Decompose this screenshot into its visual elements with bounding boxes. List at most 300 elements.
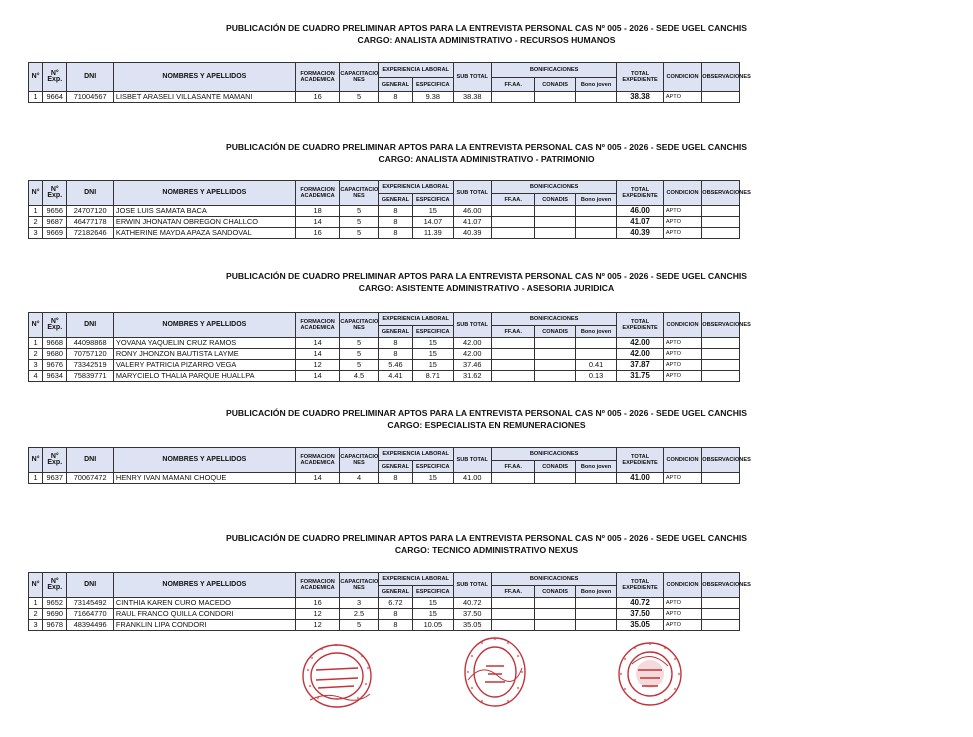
section-nexus [0,532,973,556]
formacion-score: 18 [295,206,339,217]
condicion: APTO [663,620,701,631]
subtotal: 35.05 [453,620,491,631]
total-score: 42.00 [617,349,664,360]
col-header-experiencia: EXPERIENCIA LABORAL [378,448,453,461]
section-title: PUBLICACIÓN DE CUADRO PRELIMINAR APTOS PARA LA ENTREVISTA PERSONAL CAS Nº 005 - 2026 - SEDE UGEL CANCHIS [225,533,748,543]
col-header-observaciones: OBSERVACIONES [702,313,739,338]
row-number: 2 [29,217,43,228]
conadis-bonus [535,206,575,217]
col-header-num: N° [29,448,43,473]
col-header-bonificaciones: BONIFICACIONES [491,63,616,78]
capacitacion-score: 5 [340,92,378,103]
dni: 73342519 [67,360,114,371]
specific-experience: 15 [413,349,453,360]
dni: 71664770 [67,609,114,620]
col-header-dni: DNI [67,448,114,473]
general-experience: 8 [378,206,412,217]
section-asesoria-juridica [0,270,973,294]
seal-stamp-icon [296,640,378,712]
full-name: RONY JHONZON BAUTISTA LAYME [113,349,295,360]
condicion: APTO [663,217,701,228]
bono-joven [575,228,616,239]
observaciones [702,620,739,631]
dni: 72182646 [67,228,114,239]
formacion-score: 14 [295,217,339,228]
ffaa-bonus [491,228,534,239]
col-header-bonificaciones: BONIFICACIONES [491,181,616,194]
total-score: 42.00 [617,338,664,349]
subtotal: 41.00 [453,473,491,484]
observaciones [702,228,739,239]
row-number: 3 [29,360,43,371]
conadis-bonus [535,620,575,631]
bono-joven [575,338,616,349]
row-number: 1 [29,92,43,103]
dni: 48394496 [67,620,114,631]
formacion-score: 16 [295,598,339,609]
section-patrimonio [0,141,973,165]
col-header-general: GENERAL [378,586,412,598]
col-header-experiencia: EXPERIENCIA LABORAL [378,573,453,586]
general-experience: 8 [378,92,412,103]
total-score: 38.38 [617,92,664,103]
conadis-bonus [535,349,575,360]
specific-experience: 14.07 [413,217,453,228]
condicion: APTO [663,206,701,217]
observaciones [702,473,739,484]
subtotal: 42.00 [453,338,491,349]
capacitacion-score: 3 [340,598,378,609]
ffaa-bonus [491,206,534,217]
exp-number: 9637 [43,473,67,484]
col-header-dni: DNI [67,63,114,92]
dni: 71004567 [67,92,114,103]
general-experience: 8 [378,228,412,239]
col-header-experiencia: EXPERIENCIA LABORAL [378,63,453,78]
col-header-general: GENERAL [378,461,412,473]
formacion-score: 14 [295,349,339,360]
table-row [29,217,946,228]
capacitacion-score: 5 [340,620,378,631]
table-row [29,620,946,631]
section-recursos-humanos [0,22,973,46]
seal-stamp-icon [458,632,532,712]
col-header-conadis: CONADIS [535,194,575,206]
specific-experience: 15 [413,360,453,371]
capacitacion-score: 4.5 [340,371,378,382]
table-row [29,473,946,484]
col-header-exp: N° Exp. [43,313,67,338]
table-row [29,609,946,620]
row-number: 2 [29,349,43,360]
conadis-bonus [535,338,575,349]
condicion: APTO [663,598,701,609]
dni: 70067472 [67,473,114,484]
specific-experience: 10.05 [413,620,453,631]
row-number: 3 [29,620,43,631]
col-header-condicion: CONDICION [663,448,701,473]
capacitacion-score: 5 [340,228,378,239]
col-header-ffaa: FF.AA. [491,326,534,338]
section-header [0,22,973,46]
section-cargo: CARGO: TECNICO ADMINISTRATIVO NEXUS [394,545,579,555]
dni: 75839771 [67,371,114,382]
full-name: ERWIN JHONATAN OBREGON CHALLCO [113,217,295,228]
section-title: PUBLICACIÓN DE CUADRO PRELIMINAR APTOS PARA LA ENTREVISTA PERSONAL CAS Nº 005 - 2026 - SEDE UGEL CANCHIS [225,271,748,281]
exp-number: 9669 [43,228,67,239]
col-header-exp: N° Exp. [43,63,67,92]
capacitacion-score: 5 [340,349,378,360]
col-header-bonificaciones: BONIFICACIONES [491,573,616,586]
table-row [29,598,946,609]
conadis-bonus [535,92,575,103]
ffaa-bonus [491,360,534,371]
dni: 70757120 [67,349,114,360]
col-header-total: TOTAL EXPEDIENTE [617,573,664,598]
condicion: APTO [663,338,701,349]
bono-joven [575,92,616,103]
conadis-bonus [535,360,575,371]
col-header-conadis: CONADIS [535,78,575,92]
section-title: PUBLICACIÓN DE CUADRO PRELIMINAR APTOS PARA LA ENTREVISTA PERSONAL CAS Nº 005 - 2026 - SEDE UGEL CANCHIS [225,142,748,152]
col-header-names: NOMBRES Y APELLIDOS [113,181,295,206]
col-header-exp: N° Exp. [43,573,67,598]
conadis-bonus [535,473,575,484]
col-header-subtotal: SUB TOTAL [453,63,491,92]
subtotal: 42.00 [453,349,491,360]
full-name: CINTHIA KAREN CURO MACEDO [113,598,295,609]
col-header-ffaa: FF.AA. [491,194,534,206]
row-number: 1 [29,206,43,217]
subtotal: 37.46 [453,360,491,371]
bono-joven [575,217,616,228]
subtotal: 31.62 [453,371,491,382]
col-header-observaciones: OBSERVACIONES [702,573,739,598]
exp-number: 9687 [43,217,67,228]
total-score: 31.75 [617,371,664,382]
col-header-dni: DNI [67,313,114,338]
general-experience: 8 [378,349,412,360]
exp-number: 9668 [43,338,67,349]
subtotal: 37.50 [453,609,491,620]
col-header-experiencia: EXPERIENCIA LABORAL [378,313,453,326]
capacitacion-score: 5 [340,360,378,371]
subtotal: 40.39 [453,228,491,239]
observaciones [702,92,739,103]
specific-experience: 15 [413,473,453,484]
formacion-score: 14 [295,371,339,382]
col-header-names: NOMBRES Y APELLIDOS [113,573,295,598]
dni: 24707120 [67,206,114,217]
specific-experience: 15 [413,338,453,349]
observaciones [702,206,739,217]
col-header-general: GENERAL [378,78,412,92]
condicion: APTO [663,609,701,620]
exp-number: 9676 [43,360,67,371]
col-header-especifica: ESPECIFICA [413,586,453,598]
ffaa-bonus [491,620,534,631]
ffaa-bonus [491,217,534,228]
dni: 46477178 [67,217,114,228]
general-experience: 8 [378,217,412,228]
specific-experience: 15 [413,598,453,609]
observaciones [702,349,739,360]
observaciones [702,598,739,609]
conadis-bonus [535,609,575,620]
table-row [29,92,946,103]
conadis-bonus [535,228,575,239]
full-name: LISBET ARASELI VILLASANTE MAMANI [113,92,295,103]
col-header-dni: DNI [67,181,114,206]
general-experience: 5.46 [378,360,412,371]
condicion: APTO [663,92,701,103]
col-header-conadis: CONADIS [535,586,575,598]
condicion: APTO [663,473,701,484]
col-header-num: N° [29,573,43,598]
observaciones [702,609,739,620]
col-header-subtotal: SUB TOTAL [453,448,491,473]
observaciones [702,217,739,228]
results-table [28,180,946,239]
col-header-especifica: ESPECIFICA [413,461,453,473]
bono-joven [575,598,616,609]
table-row [29,349,946,360]
full-name: VALERY PATRICIA PIZARRO VEGA [113,360,295,371]
section-header [0,407,973,431]
formacion-score: 12 [295,609,339,620]
observaciones [702,371,739,382]
col-header-especifica: ESPECIFICA [413,194,453,206]
ffaa-bonus [491,349,534,360]
section-cargo: CARGO: ESPECIALISTA EN REMUNERACIONES [387,420,586,430]
table-row [29,228,946,239]
bono-joven [575,473,616,484]
col-header-bono: Bono joven [575,461,616,473]
col-header-formacion: FORMACION ACADEMICA [295,573,339,598]
subtotal: 38.38 [453,92,491,103]
col-header-names: NOMBRES Y APELLIDOS [113,63,295,92]
section-remuneraciones [0,407,973,431]
exp-number: 9664 [43,92,67,103]
full-name: KATHERINE MAYDA APAZA SANDOVAL [113,228,295,239]
row-number: 1 [29,338,43,349]
full-name: YOVANA YAQUELIN CRUZ RAMOS [113,338,295,349]
col-header-total: TOTAL EXPEDIENTE [617,63,664,92]
dni: 73145492 [67,598,114,609]
condicion: APTO [663,228,701,239]
full-name: MARYCIELO THALIA PARQUE HUALLPA [113,371,295,382]
exp-number: 9678 [43,620,67,631]
section-header [0,532,973,556]
col-header-dni: DNI [67,573,114,598]
row-number: 1 [29,473,43,484]
capacitacion-score: 5 [340,217,378,228]
section-cargo: CARGO: ANALISTA ADMINISTRATIVO - RECURSOS HUMANOS [357,35,616,45]
observaciones [702,360,739,371]
col-header-capacitacion: CAPACITACIO NES [340,573,378,598]
total-score: 41.07 [617,217,664,228]
ffaa-bonus [491,371,534,382]
section-title: PUBLICACIÓN DE CUADRO PRELIMINAR APTOS PARA LA ENTREVISTA PERSONAL CAS Nº 005 - 2026 - SEDE UGEL CANCHIS [225,23,748,33]
specific-experience: 15 [413,206,453,217]
col-header-condicion: CONDICION [663,63,701,92]
dni: 44098868 [67,338,114,349]
total-score: 40.39 [617,228,664,239]
formacion-score: 16 [295,228,339,239]
exp-number: 9680 [43,349,67,360]
results-table [28,62,946,103]
col-header-bonificaciones: BONIFICACIONES [491,448,616,461]
capacitacion-score: 5 [340,206,378,217]
row-number: 1 [29,598,43,609]
specific-experience: 9.38 [413,92,453,103]
col-header-condicion: CONDICION [663,313,701,338]
col-header-num: N° [29,63,43,92]
observaciones [702,338,739,349]
specific-experience: 15 [413,609,453,620]
section-cargo: CARGO: ANALISTA ADMINISTRATIVO - PATRIMONIO [378,154,595,164]
bono-joven [575,206,616,217]
table-row [29,206,946,217]
col-header-formacion: FORMACION ACADEMICA [295,181,339,206]
col-header-especifica: ESPECIFICA [413,326,453,338]
col-header-capacitacion: CAPACITACIO NES [340,313,378,338]
total-score: 41.00 [617,473,664,484]
col-header-bono: Bono joven [575,78,616,92]
condicion: APTO [663,360,701,371]
col-header-experiencia: EXPERIENCIA LABORAL [378,181,453,194]
col-header-formacion: FORMACION ACADEMICA [295,313,339,338]
results-table [28,572,946,631]
col-header-observaciones: OBSERVACIONES [702,448,739,473]
condicion: APTO [663,371,701,382]
col-header-general: GENERAL [378,194,412,206]
ffaa-bonus [491,338,534,349]
general-experience: 8 [378,620,412,631]
section-header [0,270,973,294]
col-header-bono: Bono joven [575,586,616,598]
bono-joven [575,349,616,360]
row-number: 3 [29,228,43,239]
col-header-subtotal: SUB TOTAL [453,181,491,206]
table-row [29,360,946,371]
general-experience: 4.41 [378,371,412,382]
col-header-observaciones: OBSERVACIONES [702,63,739,92]
full-name: JOSE LUIS SAMATA BACA [113,206,295,217]
col-header-num: N° [29,313,43,338]
col-header-bonificaciones: BONIFICACIONES [491,313,616,326]
specific-experience: 11.39 [413,228,453,239]
formacion-score: 12 [295,360,339,371]
bono-joven [575,609,616,620]
col-header-total: TOTAL EXPEDIENTE [617,181,664,206]
capacitacion-score: 2.5 [340,609,378,620]
col-header-names: NOMBRES Y APELLIDOS [113,448,295,473]
row-number: 2 [29,609,43,620]
exp-number: 9690 [43,609,67,620]
results-table [28,312,946,382]
col-header-condicion: CONDICION [663,573,701,598]
col-header-total: TOTAL EXPEDIENTE [617,313,664,338]
table-row [29,338,946,349]
col-header-total: TOTAL EXPEDIENTE [617,448,664,473]
seal-stamp-icon [614,638,686,710]
col-header-general: GENERAL [378,326,412,338]
total-score: 35.05 [617,620,664,631]
results-table [28,447,946,484]
general-experience: 6.72 [378,598,412,609]
ffaa-bonus [491,473,534,484]
col-header-ffaa: FF.AA. [491,586,534,598]
formacion-score: 12 [295,620,339,631]
col-header-conadis: CONADIS [535,326,575,338]
formacion-score: 16 [295,92,339,103]
ffaa-bonus [491,609,534,620]
col-header-capacitacion: CAPACITACIO NES [340,63,378,92]
section-header [0,141,973,165]
bono-joven: 0.41 [575,360,616,371]
section-title: PUBLICACIÓN DE CUADRO PRELIMINAR APTOS PARA LA ENTREVISTA PERSONAL CAS Nº 005 - 2026 - SEDE UGEL CANCHIS [225,408,748,418]
bono-joven: 0.13 [575,371,616,382]
formacion-score: 14 [295,473,339,484]
exp-number: 9656 [43,206,67,217]
col-header-formacion: FORMACION ACADEMICA [295,63,339,92]
total-score: 37.87 [617,360,664,371]
conadis-bonus [535,217,575,228]
col-header-bono: Bono joven [575,194,616,206]
row-number: 4 [29,371,43,382]
conadis-bonus [535,598,575,609]
specific-experience: 8.71 [413,371,453,382]
subtotal: 41.07 [453,217,491,228]
total-score: 40.72 [617,598,664,609]
general-experience: 8 [378,609,412,620]
ffaa-bonus [491,92,534,103]
exp-number: 9634 [43,371,67,382]
col-header-exp: N° Exp. [43,181,67,206]
col-header-condicion: CONDICION [663,181,701,206]
table-row [29,371,946,382]
general-experience: 8 [378,338,412,349]
col-header-capacitacion: CAPACITACIO NES [340,448,378,473]
col-header-ffaa: FF.AA. [491,461,534,473]
subtotal: 46.00 [453,206,491,217]
col-header-capacitacion: CAPACITACIO NES [340,181,378,206]
section-cargo: CARGO: ASISTENTE ADMINISTRATIVO - ASESORIA JURIDICA [358,283,615,293]
capacitacion-score: 4 [340,473,378,484]
col-header-exp: N° Exp. [43,448,67,473]
col-header-num: N° [29,181,43,206]
exp-number: 9652 [43,598,67,609]
condicion: APTO [663,349,701,360]
col-header-subtotal: SUB TOTAL [453,313,491,338]
col-header-observaciones: OBSERVACIONES [702,181,739,206]
col-header-ffaa: FF.AA. [491,78,534,92]
ffaa-bonus [491,598,534,609]
col-header-formacion: FORMACION ACADEMICA [295,448,339,473]
full-name: RAUL FRANCO QUILLA CONDORI [113,609,295,620]
total-score: 46.00 [617,206,664,217]
full-name: HENRY IVAN MAMANI CHOQUE [113,473,295,484]
full-name: FRANKLIN LIPA CONDORI [113,620,295,631]
col-header-names: NOMBRES Y APELLIDOS [113,313,295,338]
subtotal: 40.72 [453,598,491,609]
total-score: 37.50 [617,609,664,620]
col-header-subtotal: SUB TOTAL [453,573,491,598]
col-header-conadis: CONADIS [535,461,575,473]
bono-joven [575,620,616,631]
formacion-score: 14 [295,338,339,349]
